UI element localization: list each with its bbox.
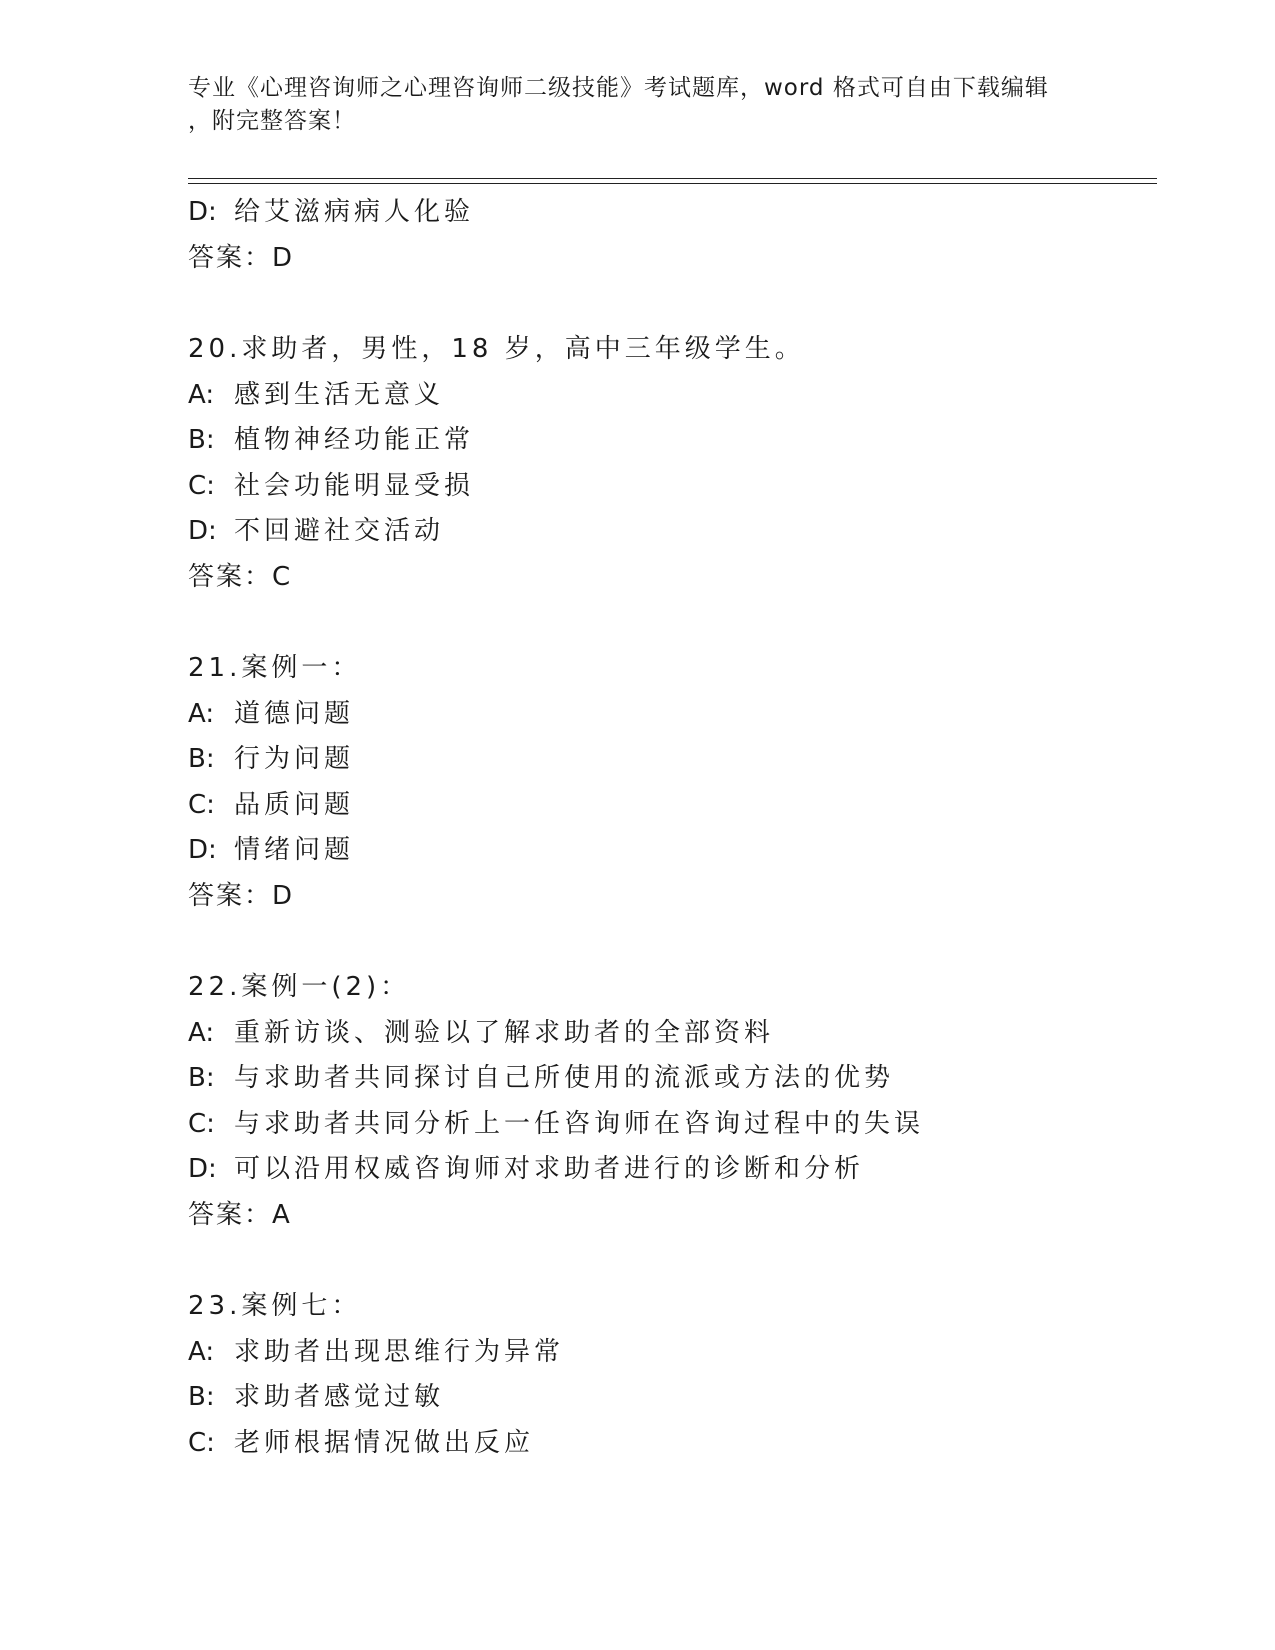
- option-b: [188, 737, 1148, 783]
- option-text: 道德问题: [234, 698, 355, 729]
- option-text: 老师根据情况做出反应: [234, 1427, 535, 1458]
- option-a: [188, 1330, 1148, 1376]
- option-text: 可以沿用权威咨询师对求助者进行的诊断和分析: [234, 1154, 865, 1184]
- option-a: [188, 1011, 1148, 1057]
- option-letter: B:: [188, 1063, 215, 1093]
- question-stem: 22.案例一(2)：: [188, 972, 411, 1002]
- option-text: 情绪问题: [234, 835, 355, 865]
- option-text: 求助者感觉过敏: [234, 1382, 445, 1412]
- question-stem: 21.案例一：: [188, 653, 362, 683]
- option-a: [188, 373, 1148, 419]
- question-stem: 20.求助者，男性，18 岁，高中三年级学生。: [188, 334, 805, 364]
- option-d: [188, 509, 1148, 555]
- option-d: [188, 828, 1148, 874]
- option-c: [188, 1421, 1148, 1467]
- option-text: 给艾滋病病人化验: [234, 197, 475, 227]
- option-letter: D:: [188, 516, 217, 546]
- option-text: 感到生活无意义: [234, 379, 445, 410]
- option-text: 与求助者共同探讨自己所使用的流派或方法的优势: [234, 1063, 895, 1093]
- answer-line: 答案：C: [188, 561, 293, 592]
- option-d: [188, 1147, 1148, 1193]
- option-b: [188, 1056, 1148, 1102]
- option-letter: D:: [188, 835, 217, 865]
- option-letter: B:: [188, 744, 215, 774]
- option-letter: D:: [188, 197, 217, 227]
- option-b: [188, 1375, 1148, 1421]
- option-letter: C:: [188, 789, 215, 820]
- option-letter: C:: [188, 470, 215, 501]
- option-text: 植物神经功能正常: [234, 425, 475, 455]
- option-letter: A:: [188, 1017, 215, 1048]
- option-text: 与求助者共同分析上一任咨询师在咨询过程中的失误: [234, 1108, 925, 1139]
- header-divider-top: [188, 178, 1157, 179]
- answer-line: 答案：D: [188, 880, 295, 911]
- option-letter: B:: [188, 1382, 215, 1412]
- header-divider-bottom: [188, 183, 1157, 184]
- option-letter: C:: [188, 1108, 215, 1139]
- answer-line: 答案：A: [188, 1199, 292, 1230]
- option-letter: A:: [188, 379, 215, 410]
- header-line-1: 专业《心理咨询师之心理咨询师二级技能》考试题库，word 格式可自由下载编辑: [188, 75, 1049, 101]
- option-a: [188, 692, 1148, 738]
- option-text: 社会功能明显受损: [234, 470, 475, 501]
- option-letter: A:: [188, 1336, 215, 1367]
- option-letter: B:: [188, 425, 215, 455]
- option-letter: D:: [188, 1154, 217, 1184]
- option-text: 行为问题: [234, 744, 355, 774]
- question-list: [188, 190, 1148, 1466]
- document-header: [188, 72, 1088, 138]
- option-d: [188, 190, 1148, 236]
- option-c: [188, 464, 1148, 510]
- option-c: [188, 783, 1148, 829]
- header-line-2: ，附完整答案！: [188, 108, 356, 134]
- option-letter: A:: [188, 698, 215, 729]
- option-text: 求助者出现思维行为异常: [234, 1336, 565, 1367]
- option-letter: C:: [188, 1427, 215, 1458]
- option-c: [188, 1102, 1148, 1148]
- option-b: [188, 418, 1148, 464]
- question-stem: 23.案例七：: [188, 1291, 362, 1321]
- option-text: 不回避社交活动: [234, 516, 445, 546]
- option-text: 品质问题: [234, 789, 355, 820]
- option-text: 重新访谈、测验以了解求助者的全部资料: [234, 1017, 775, 1048]
- answer-line: 答案：D: [188, 242, 295, 273]
